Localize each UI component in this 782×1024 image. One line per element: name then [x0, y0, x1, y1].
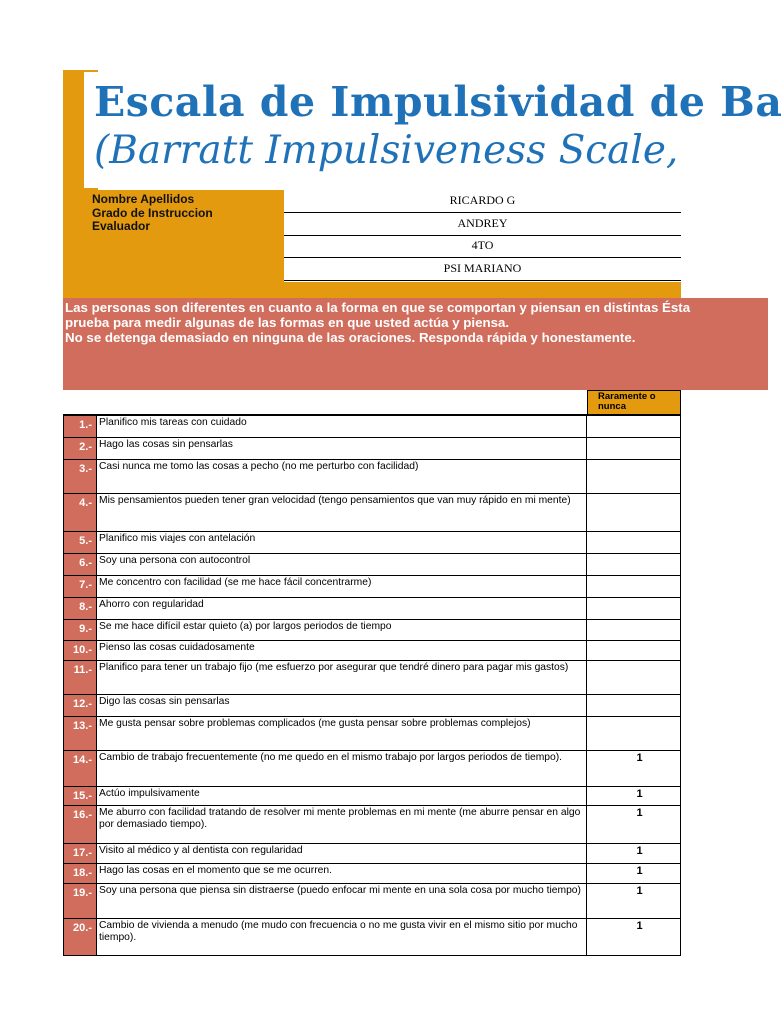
answer-cell[interactable]: 1 — [587, 751, 681, 786]
title-box — [84, 72, 782, 188]
item-text: Ahorro con regularidad — [98, 598, 587, 619]
item-text: Hago las cosas sin pensarlas — [98, 438, 587, 459]
table-row — [63, 884, 681, 919]
item-text: Casi nunca me tomo las cosas a pecho (no me perturbo con facilidad) — [98, 460, 587, 493]
value-grade[interactable]: 4TO — [284, 235, 681, 258]
answer-cell[interactable]: 1 — [587, 884, 681, 918]
table-row — [63, 661, 681, 695]
label-grade: Grado de Instruccion — [92, 205, 213, 220]
item-number: 4.- — [63, 494, 97, 531]
item-number: 12.- — [63, 695, 97, 716]
table-header-blank — [63, 390, 587, 415]
item-text: Hago las cosas en el momento que se me ocurren. — [98, 864, 587, 883]
item-text: Planifico para tener un trabajo fijo (me esfuerzo por asegurar que tendré dinero para pagar mis gastos) — [98, 661, 587, 694]
answer-cell[interactable] — [587, 620, 681, 640]
table-row — [63, 864, 681, 884]
item-text: Pienso las cosas cuidadosamente — [98, 641, 587, 660]
item-text: Digo las cosas sin pensarlas — [98, 695, 587, 716]
answer-cell[interactable]: 1 — [587, 864, 681, 883]
item-text: Me aburro con facilidad tratando de resolver mi mente problemas en mi mente (me aburre pensar en algo por demasiado tiempo). — [98, 806, 587, 843]
table-row — [63, 494, 681, 532]
answer-cell[interactable]: 1 — [587, 844, 681, 863]
answer-cell[interactable] — [587, 416, 681, 437]
item-number: 20.- — [63, 919, 97, 955]
table-row — [63, 695, 681, 717]
item-text: Actúo impulsivamente — [98, 787, 587, 805]
table-row — [63, 806, 681, 844]
item-text: Cambio de vivienda a menudo (me mudo con frecuencia o no me gusta vivir en el mismo sitio por mucho tiempo). — [98, 919, 587, 955]
item-text: Planifico mis viajes con antelación — [98, 532, 587, 553]
answer-cell[interactable]: 1 — [587, 787, 681, 805]
item-number: 18.- — [63, 864, 97, 883]
item-text: Cambio de trabajo frecuentemente (no me quedo en el mismo trabajo por largos periodos de tiempo). — [98, 751, 587, 786]
answer-cell[interactable] — [587, 438, 681, 459]
table-row — [63, 576, 681, 598]
item-text: Me concentro con facilidad (se me hace fácil concentrarme) — [98, 576, 587, 597]
value-evaluator[interactable]: PSI MARIANO — [284, 258, 681, 281]
answer-cell[interactable] — [587, 532, 681, 553]
table-row — [63, 620, 681, 641]
answer-cell[interactable]: 1 — [587, 919, 681, 955]
table-row — [63, 554, 681, 576]
table-row — [63, 438, 681, 460]
table-row — [63, 416, 681, 438]
item-number: 1.- — [63, 416, 97, 437]
item-number: 8.- — [63, 598, 97, 619]
table-row — [63, 532, 681, 554]
table-row — [63, 717, 681, 751]
item-number: 15.- — [63, 787, 97, 805]
answer-cell[interactable] — [587, 717, 681, 750]
item-text: Me gusta pensar sobre problemas complicados (me gusta pensar sobre problemas complejos) — [98, 717, 587, 750]
item-number: 3.- — [63, 460, 97, 493]
instructions-text: Las personas son diferentes en cuanto a la forma en que se comportan y piensan en distintas Ésta prueba para medir algunas de las formas en que usted actúa y piensa. No se detenga demasiado en ninguna de las oraciones. Responda rápida y honestamente. — [65, 300, 691, 345]
table-row — [63, 919, 681, 956]
item-number: 13.- — [63, 717, 97, 750]
table-row — [63, 641, 681, 661]
table-row — [63, 787, 681, 806]
label-name: Nombre Apellidos — [92, 192, 195, 206]
item-text: Visito al médico y al dentista con regularidad — [98, 844, 587, 863]
item-text: Se me hace difícil estar quieto (a) por largos periodos de tiempo — [98, 620, 587, 640]
info-bottom-band — [284, 282, 681, 298]
answer-cell[interactable] — [587, 661, 681, 694]
item-number: 11.- — [63, 661, 97, 694]
table-row — [63, 460, 681, 494]
info-labels — [92, 193, 213, 234]
page-title: Escala de Impulsividad de Ba — [94, 78, 782, 126]
value-surname[interactable]: ANDREY — [284, 213, 681, 236]
page-subtitle: (Barratt Impulsiveness Scale, — [94, 128, 679, 173]
instructions-panel — [63, 298, 768, 390]
item-text: Planifico mis tareas con cuidado — [98, 416, 587, 437]
info-values — [284, 190, 681, 282]
item-text: Soy una persona con autocontrol — [98, 554, 587, 575]
column-header-rarely: Raramente o nunca — [587, 390, 681, 415]
item-number: 7.- — [63, 576, 97, 597]
item-number: 10.- — [63, 641, 97, 660]
item-number: 9.- — [63, 620, 97, 640]
item-number: 6.- — [63, 554, 97, 575]
answer-cell[interactable] — [587, 641, 681, 660]
item-text: Mis pensamientos pueden tener gran velocidad (tengo pensamientos que van muy rápido en mi mente) — [98, 494, 587, 531]
answer-cell[interactable] — [587, 554, 681, 575]
item-number: 5.- — [63, 532, 97, 553]
table-row — [63, 598, 681, 620]
item-number: 14.- — [63, 751, 97, 786]
label-evaluator: Evaluador — [92, 219, 151, 233]
answer-cell[interactable] — [587, 576, 681, 597]
answer-cell[interactable] — [587, 695, 681, 716]
table-row — [63, 751, 681, 787]
answer-cell[interactable]: 1 — [587, 806, 681, 843]
item-number: 19.- — [63, 884, 97, 918]
answer-cell[interactable] — [587, 494, 681, 531]
questions-table — [63, 415, 681, 956]
item-number: 2.- — [63, 438, 97, 459]
item-text: Soy una persona que piensa sin distraerse (puedo enfocar mi mente en una sola cosa por mucho tiempo) — [98, 884, 587, 918]
item-number: 16.- — [63, 806, 97, 843]
value-name[interactable]: RICARDO G — [284, 190, 681, 213]
answer-cell[interactable] — [587, 460, 681, 493]
item-number: 17.- — [63, 844, 97, 863]
answer-cell[interactable] — [587, 598, 681, 619]
table-row — [63, 844, 681, 864]
title-area — [0, 0, 782, 190]
